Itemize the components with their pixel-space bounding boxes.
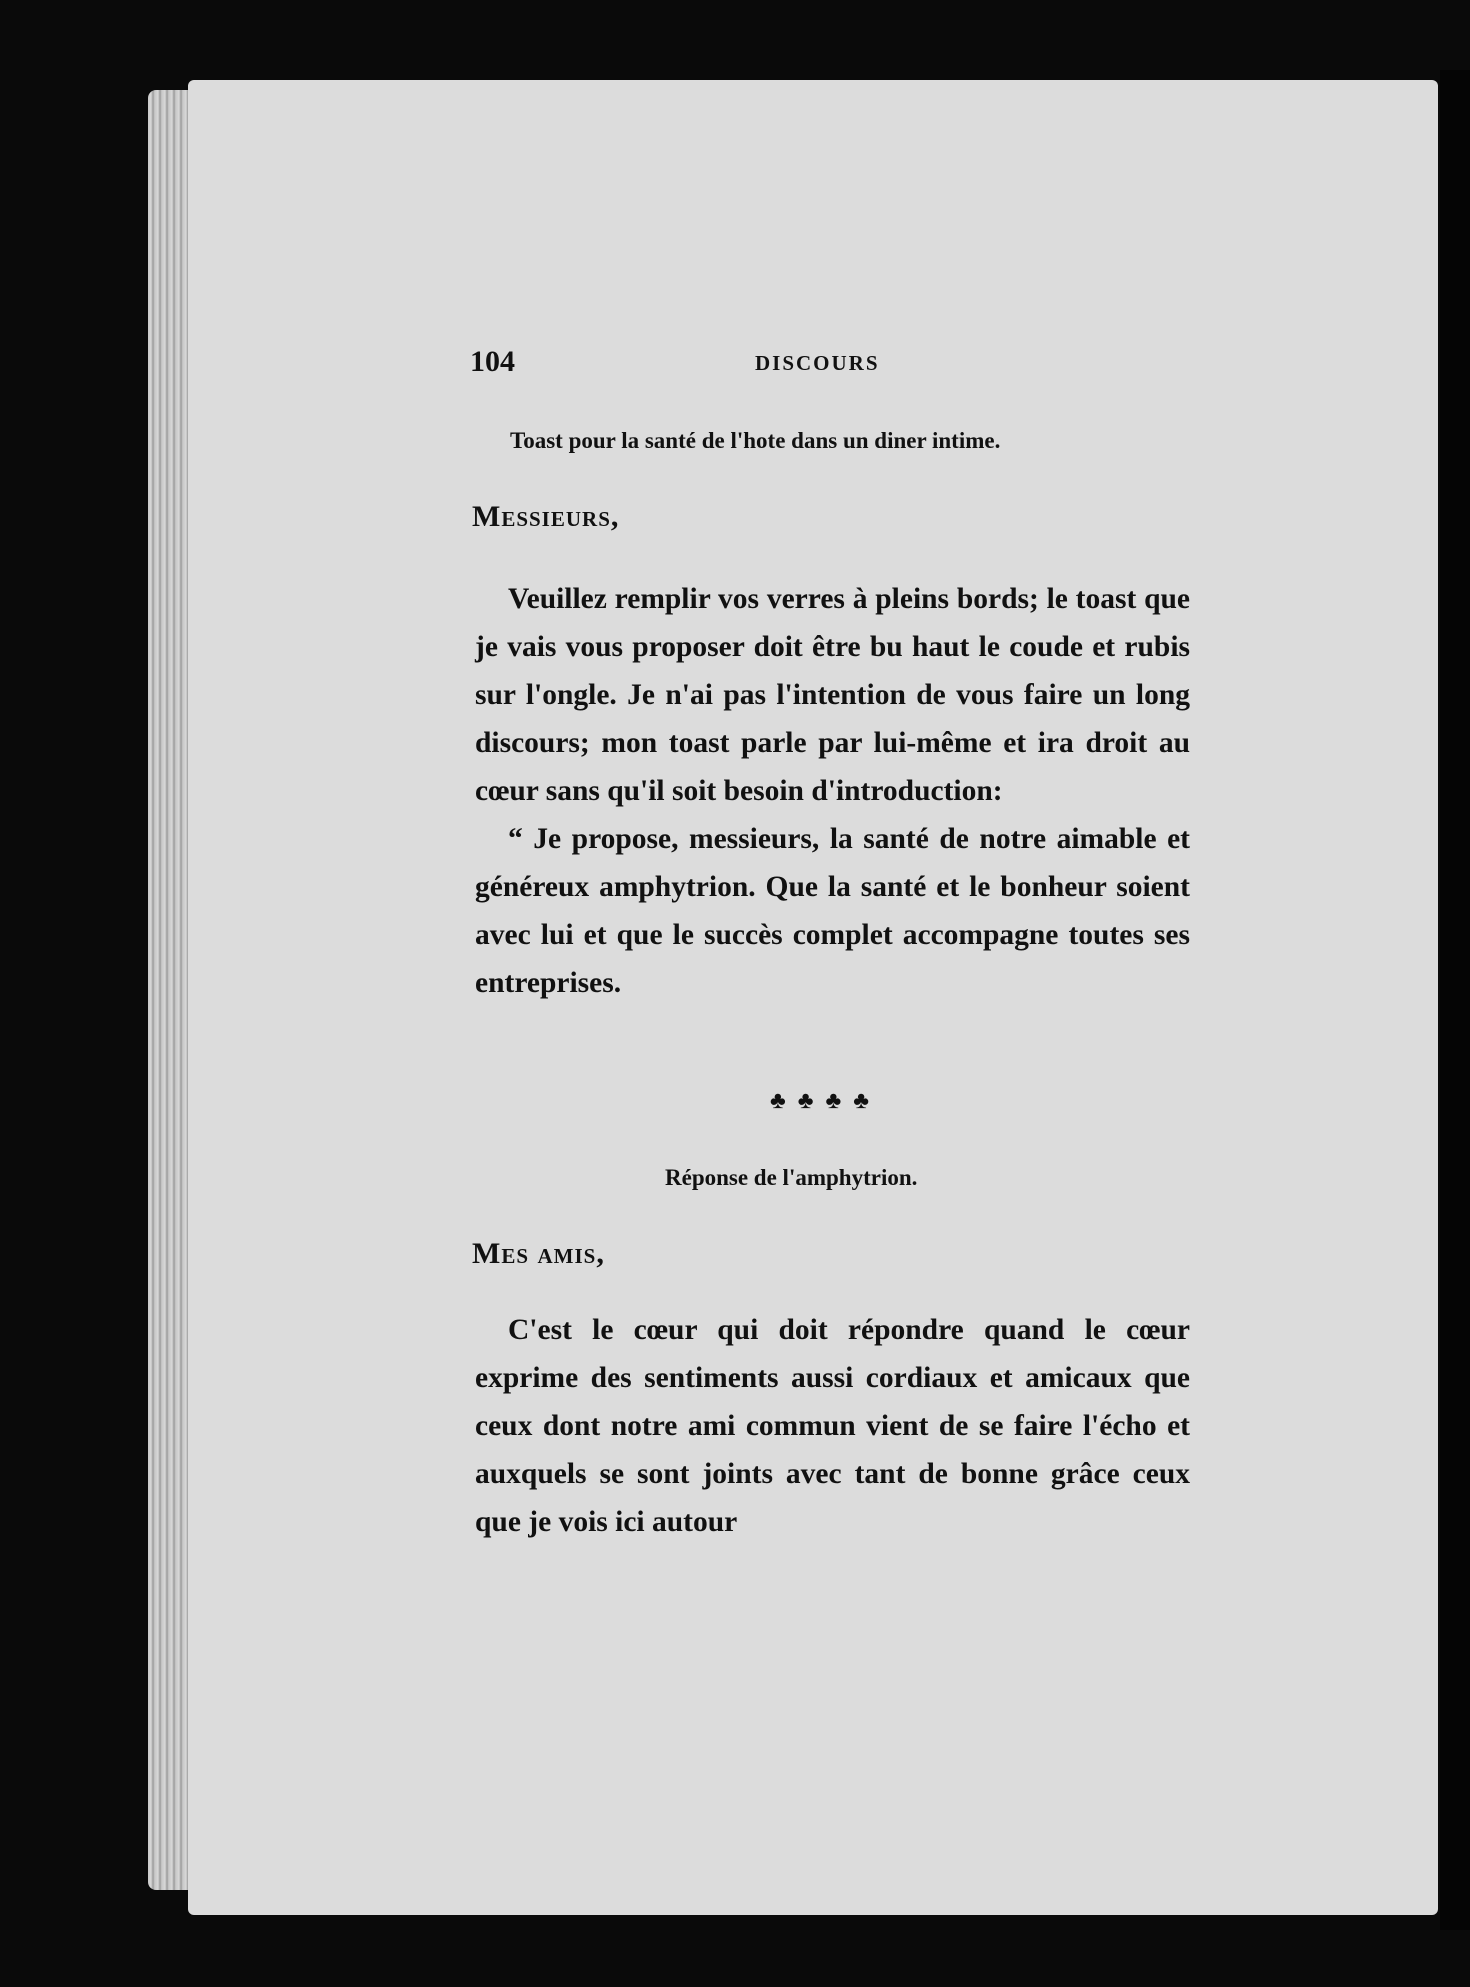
salutation-mes-amis: Mes amis, [472,1237,605,1270]
book-gutter [1440,70,1470,1930]
salutation-messieurs: Messieurs, [472,500,620,533]
running-title: DISCOURS [755,351,880,375]
toast-text [475,575,1190,1007]
page-number: 104 [470,345,515,378]
paragraph: Veuillez remplir vos verres à pleins bords; le toast que je vais vous proposer doit être bu haut le coude et rubis sur l'ongle. Je n'ai pas l'intention de vous faire un long discours; mon toast parle par lui-même et ira droit au cœur sans qu'il soit besoin d'introduction: [475,583,1190,807]
paragraph: C'est le cœur qui doit répondre quand le cœur exprime des sentiments aussi cordiaux et amicaux que ceux dont notre ami commun vient de se faire l'écho et auxquels se sont joints avec tant de bonne grâce ceux que je vois ici autour [475,1314,1190,1538]
paragraph: “ Je propose, messieurs, la santé de notre aimable et généreux amphytrion. Que la santé et le bonheur soient avec lui et que le succès complet accompagne toutes ses entreprises. [475,823,1190,999]
ornament-divider: ♣♣♣♣ [770,1088,881,1114]
reponse-text [475,1306,1190,1546]
section-heading-reponse: Réponse de l'amphytrion. [665,1165,918,1190]
section-heading-toast: Toast pour la santé de l'hote dans un diner intime. [510,428,1001,453]
